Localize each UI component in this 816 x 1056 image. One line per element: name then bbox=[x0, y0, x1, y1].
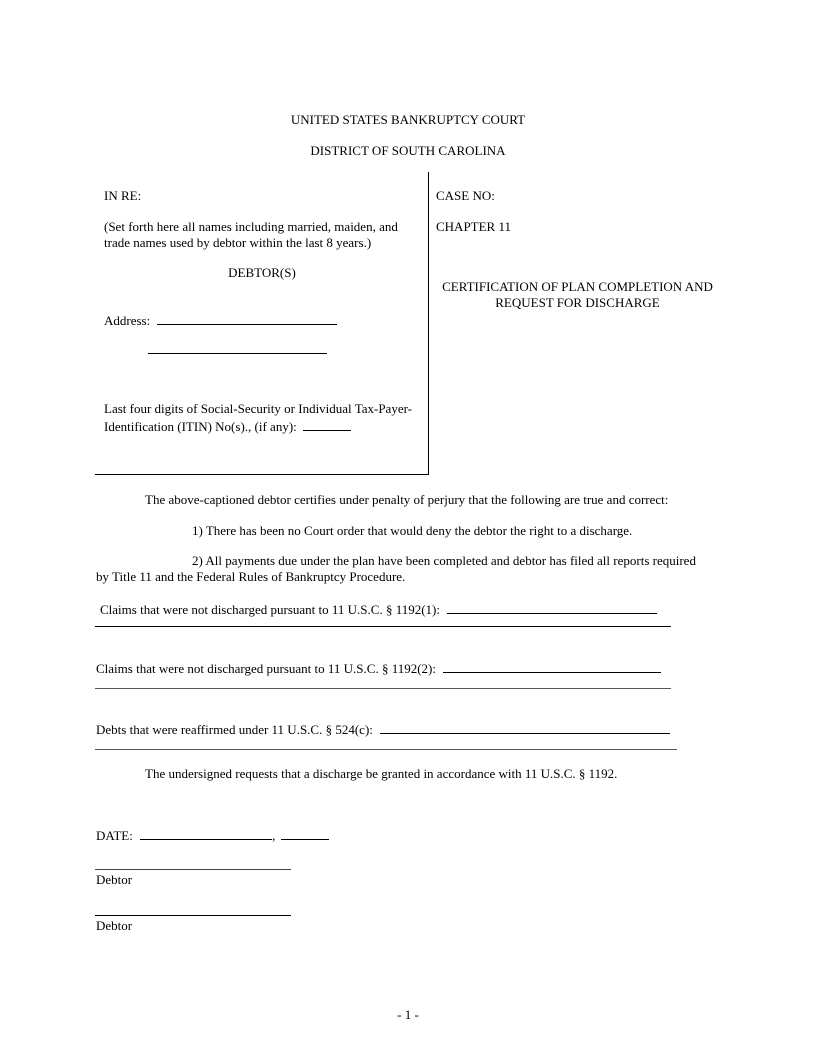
year-field[interactable] bbox=[281, 826, 329, 840]
document-title-line-2: REQUEST FOR DISCHARGE bbox=[495, 295, 660, 310]
date-label: DATE: bbox=[96, 828, 133, 843]
debtor-1-label: Debtor bbox=[96, 872, 133, 887]
address-label: Address: bbox=[104, 313, 151, 328]
date-separator: , bbox=[272, 828, 276, 843]
debts-524c-label: Debts that were reaffirmed under 11 U.S.C. § 524(c): bbox=[96, 722, 373, 737]
debtor-label: DEBTOR(S) bbox=[228, 265, 296, 280]
names-instruction-line-1: (Set forth here all names including married, maiden, and bbox=[104, 219, 398, 234]
page-number: - 1 - bbox=[397, 1007, 419, 1022]
court-district: DISTRICT OF SOUTH CAROLINA bbox=[310, 143, 506, 158]
document-title-line-1: CERTIFICATION OF PLAN COMPLETION AND bbox=[442, 279, 713, 294]
claims-1192-1-label: Claims that were not discharged pursuant to 11 U.S.C. § 1192(1): bbox=[100, 602, 440, 617]
ssn-line-2: Identification (ITIN) No(s)., (if any): bbox=[104, 419, 297, 434]
debtor-2-signature-line[interactable] bbox=[95, 915, 291, 916]
claims-1192-2-field-line-2[interactable] bbox=[95, 688, 671, 689]
caption-bottom-rule bbox=[95, 474, 429, 475]
claims-1192-2-row bbox=[96, 659, 661, 677]
case-no-label: CASE NO: bbox=[436, 188, 495, 203]
address-row bbox=[104, 311, 337, 329]
claims-1192-1-row bbox=[100, 600, 657, 618]
chapter-label: CHAPTER 11 bbox=[436, 219, 511, 234]
ssn-row bbox=[104, 417, 351, 435]
address-line-1[interactable] bbox=[157, 311, 337, 325]
date-field[interactable] bbox=[140, 826, 272, 840]
debts-524c-row bbox=[96, 720, 670, 738]
in-re-label: IN RE: bbox=[104, 188, 142, 203]
address-line-2[interactable] bbox=[148, 353, 327, 354]
claims-1192-1-field-line-2[interactable] bbox=[95, 626, 671, 627]
claims-1192-1-field[interactable] bbox=[447, 600, 657, 614]
claims-1192-2-field[interactable] bbox=[443, 659, 661, 673]
ssn-line-1: Last four digits of Social-Security or Individual Tax-Payer- bbox=[104, 401, 412, 416]
caption-vertical-divider bbox=[428, 172, 429, 474]
claims-1192-2-label: Claims that were not discharged pursuant to 11 U.S.C. § 1192(2): bbox=[96, 661, 436, 676]
debtor-1-signature-line[interactable] bbox=[95, 869, 291, 870]
names-instruction-line-2: trade names used by debtor within the last 8 years.) bbox=[104, 235, 372, 250]
court-title: UNITED STATES BANKRUPTCY COURT bbox=[290, 112, 526, 127]
certification-item-1: 1) There has been no Court order that would deny the debtor the right to a discharge. bbox=[192, 523, 633, 538]
debts-524c-field[interactable] bbox=[380, 720, 670, 734]
certification-intro: The above-captioned debtor certifies under penalty of perjury that the following are true and correct: bbox=[145, 492, 669, 507]
certification-item-2-line-2: by Title 11 and the Federal Rules of Bankruptcy Procedure. bbox=[96, 569, 406, 584]
debtor-2-label: Debtor bbox=[96, 918, 133, 933]
debts-524c-field-line-2[interactable] bbox=[95, 749, 677, 750]
ssn-field[interactable] bbox=[303, 417, 351, 431]
date-row bbox=[96, 826, 329, 844]
discharge-request: The undersigned requests that a discharge be granted in accordance with 11 U.S.C. § 1192. bbox=[145, 766, 618, 781]
certification-item-2-line-1: 2) All payments due under the plan have been completed and debtor has filed all reports required bbox=[192, 553, 696, 568]
